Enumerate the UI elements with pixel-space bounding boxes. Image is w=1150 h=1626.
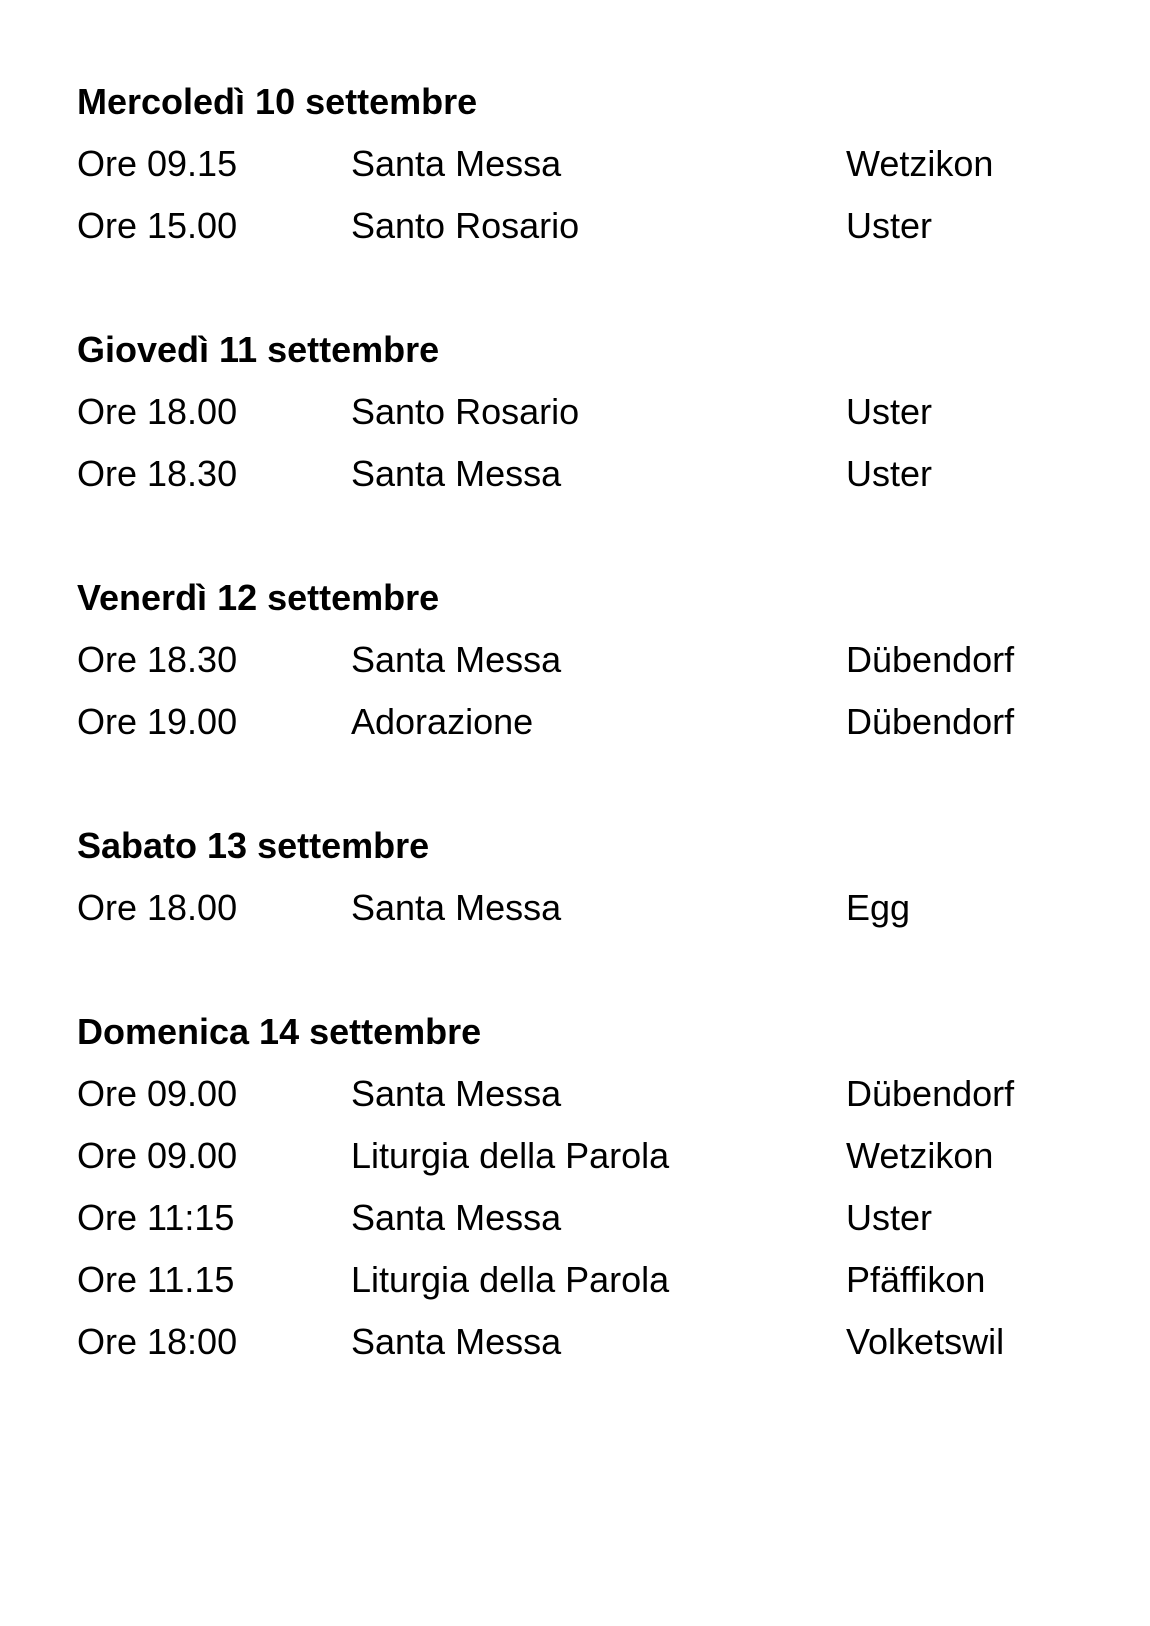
event-time: Ore 09.00: [77, 1073, 238, 1114]
event-place: Volketswil: [846, 1321, 1005, 1362]
event-name: Santa Messa: [351, 1073, 562, 1114]
schedule-row: [0, 452, 1150, 496]
event-place: Wetzikon: [846, 1135, 994, 1176]
event-name: Santo Rosario: [351, 205, 580, 246]
schedule-row: [0, 142, 1150, 186]
event-place: Dübendorf: [846, 701, 1015, 742]
event-name: Santo Rosario: [351, 391, 580, 432]
event-place: Uster: [846, 391, 933, 432]
schedule-row: [0, 638, 1150, 682]
event-name: Santa Messa: [351, 1321, 562, 1362]
schedule-row: [0, 700, 1150, 744]
day-title: Sabato 13 settembre: [77, 825, 430, 866]
event-place: Dübendorf: [846, 639, 1015, 680]
day-title: Giovedì 11 settembre: [77, 329, 440, 370]
schedule-row: [0, 1196, 1150, 1240]
event-place: Uster: [846, 1197, 933, 1238]
event-name: Liturgia della Parola: [351, 1259, 670, 1300]
event-place: Dübendorf: [846, 1073, 1015, 1114]
event-name: Santa Messa: [351, 887, 562, 928]
schedule-row: [0, 1320, 1150, 1364]
event-time: Ore 18.30: [77, 639, 238, 680]
event-name: Santa Messa: [351, 639, 562, 680]
day-title: Venerdì 12 settembre: [77, 577, 440, 618]
event-time: Ore 11:15: [77, 1197, 235, 1238]
event-name: Santa Messa: [351, 453, 562, 494]
event-place: Pfäffikon: [846, 1259, 986, 1300]
day-title: Mercoledì 10 settembre: [77, 81, 478, 122]
event-name: Santa Messa: [351, 1197, 562, 1238]
day-title: Domenica 14 settembre: [77, 1011, 482, 1052]
event-name: Liturgia della Parola: [351, 1135, 670, 1176]
event-time: Ore 18.00: [77, 391, 238, 432]
event-place: Uster: [846, 453, 933, 494]
schedule-row: [0, 1258, 1150, 1302]
event-place: Wetzikon: [846, 143, 994, 184]
event-place: Uster: [846, 205, 933, 246]
schedule-row: [0, 1072, 1150, 1116]
schedule-row: [0, 886, 1150, 930]
schedule-row: [0, 204, 1150, 248]
event-time: Ore 11.15: [77, 1259, 235, 1300]
event-time: Ore 09.00: [77, 1135, 238, 1176]
event-time: Ore 18:00: [77, 1321, 238, 1362]
event-time: Ore 15.00: [77, 205, 238, 246]
event-time: Ore 18.00: [77, 887, 238, 928]
event-time: Ore 19.00: [77, 701, 238, 742]
schedule-row: [0, 390, 1150, 434]
event-place: Egg: [846, 887, 911, 928]
event-name: Santa Messa: [351, 143, 562, 184]
event-name: Adorazione: [351, 701, 534, 742]
event-time: Ore 09.15: [77, 143, 238, 184]
schedule-row: [0, 1134, 1150, 1178]
event-time: Ore 18.30: [77, 453, 238, 494]
